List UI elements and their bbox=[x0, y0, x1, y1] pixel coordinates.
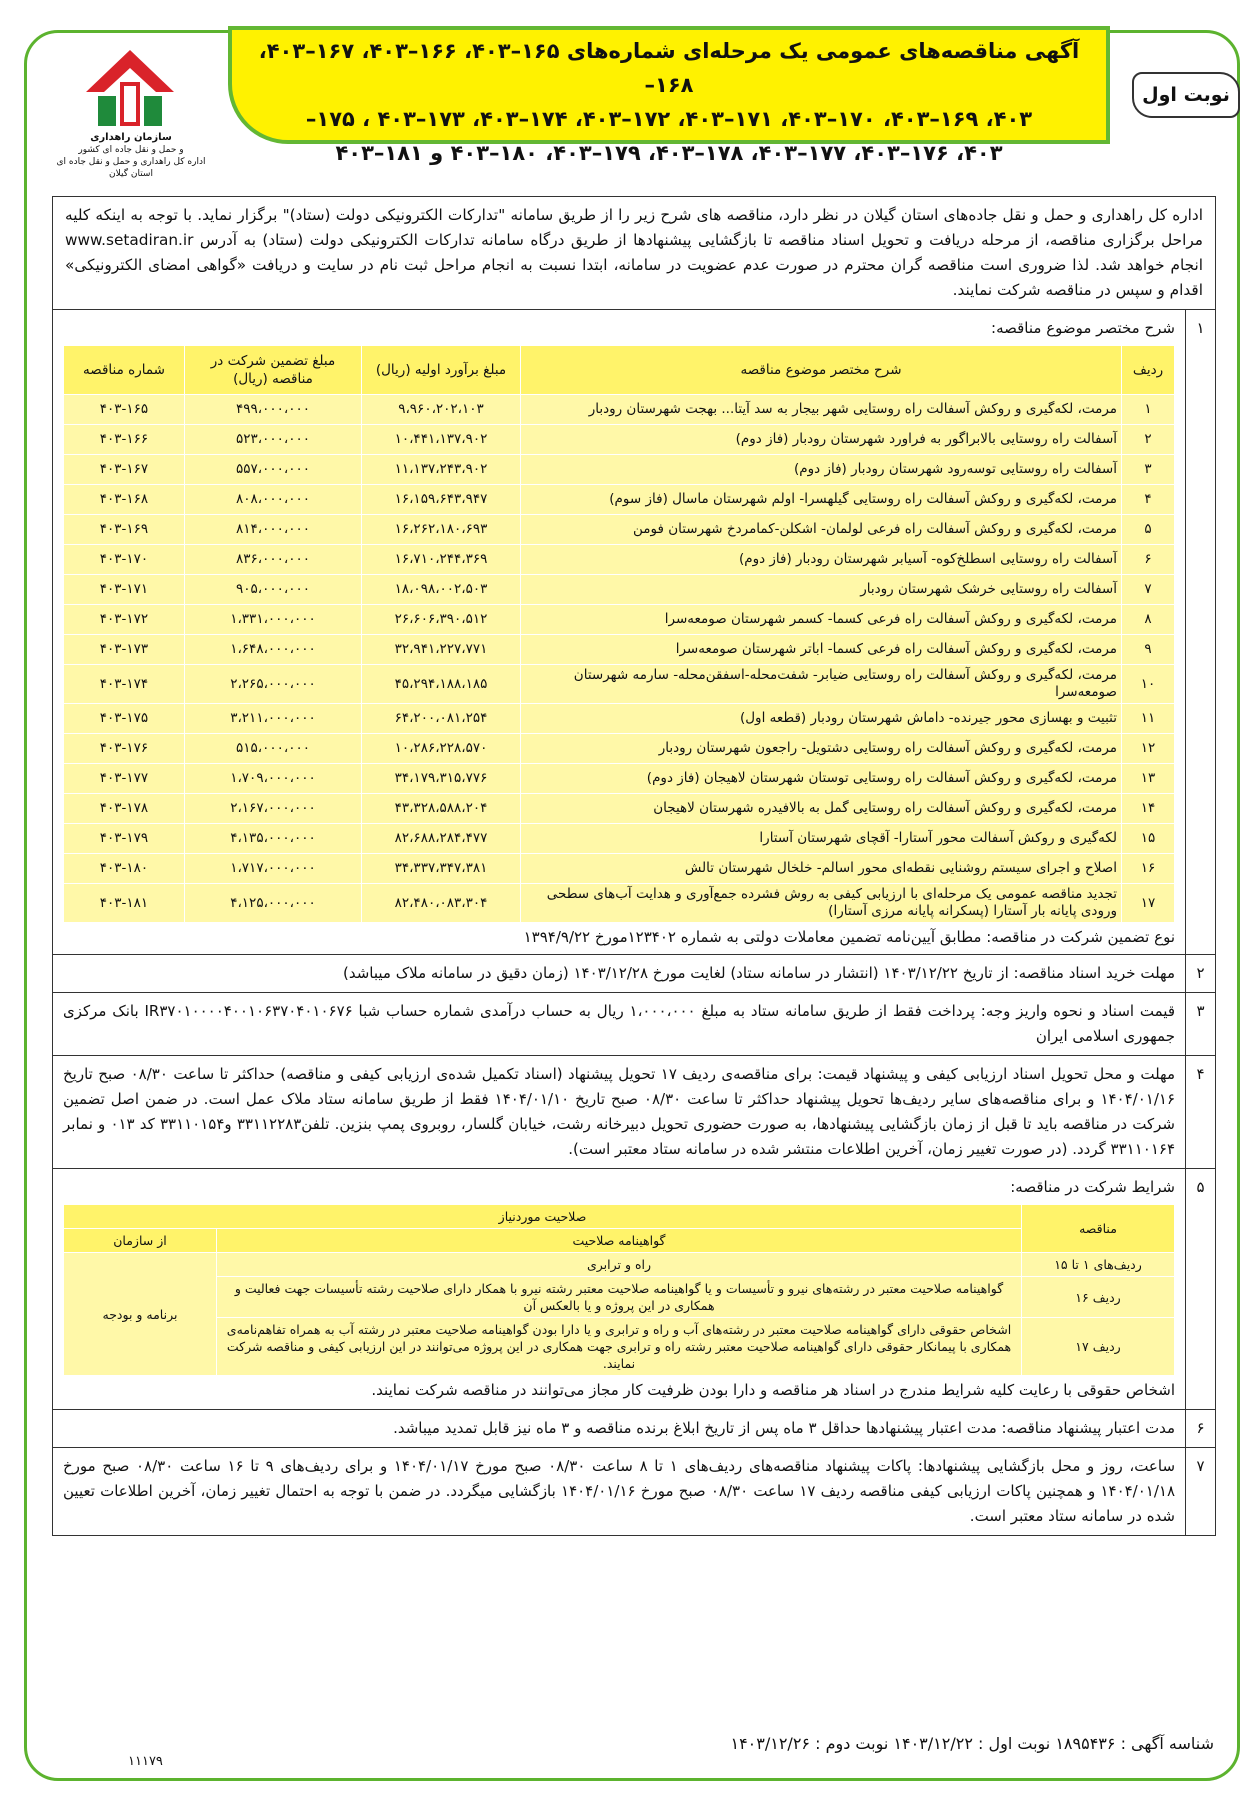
description-cell: مرمت، لکه‌گیری و روکش آسفالت راه فرعی کسما- کسمر شهرستان صومعه‌سرا bbox=[521, 605, 1122, 635]
table-row bbox=[64, 764, 1175, 794]
description-cell: مرمت، لکه‌گیری و روکش آسفالت راه روستایی توستان شهرستان لاهیجان (فاز دوم) bbox=[521, 764, 1122, 794]
row-number-cell: ۱۲ bbox=[1122, 734, 1175, 764]
estimate-cell: ۳۲،۹۴۱،۲۲۷،۷۷۱ bbox=[362, 635, 521, 665]
row-number-cell: ۲ bbox=[1122, 425, 1175, 455]
estimate-cell: ۳۴،۳۳۷،۳۴۷،۳۸۱ bbox=[362, 854, 521, 884]
section-1 bbox=[53, 310, 1215, 955]
estimate-cell: ۱۱،۱۳۷،۲۴۳،۹۰۲ bbox=[362, 455, 521, 485]
guarantee-cell: ۱،۷۰۹،۰۰۰،۰۰۰ bbox=[185, 764, 362, 794]
title-banner bbox=[228, 26, 1110, 165]
description-cell: تثبیت و بهسازی محور جیرنده- داماش شهرستان رودبار (قطعه اول) bbox=[521, 704, 1122, 734]
tender-number-cell: ۴۰۳-۱۷۳ bbox=[64, 635, 185, 665]
col-desc: شرح مختصر موضوع مناقصه bbox=[521, 346, 1122, 395]
title-line-2: ۴۰۳، ۱۶۹–۴۰۳، ۱۷۰–۴۰۳، ۱۷۱–۴۰۳، ۱۷۲–۴۰۳، ۱۷۴–۴۰۳، ۱۷۳–۴۰۳ ، ۱۷۵– bbox=[305, 107, 1033, 131]
tender-table-body bbox=[64, 395, 1175, 923]
col-tender: مناقصه bbox=[1022, 1205, 1175, 1253]
table-row bbox=[64, 824, 1175, 854]
content-box bbox=[52, 196, 1216, 1536]
section-6 bbox=[53, 1410, 1215, 1448]
estimate-cell: ۴۵،۲۹۴،۱۸۸،۱۸۵ bbox=[362, 665, 521, 704]
section-number: ۳ bbox=[1185, 993, 1215, 1055]
qualification-table bbox=[63, 1204, 1175, 1376]
org-line-1: سازمان راهداری bbox=[90, 132, 172, 143]
table-row bbox=[64, 545, 1175, 575]
org-cell: برنامه و بودجه bbox=[64, 1253, 217, 1376]
tender-number-cell: ۴۰۳-۱۷۱ bbox=[64, 575, 185, 605]
round-badge: نوبت اول bbox=[1132, 72, 1240, 118]
section-text: ساعت، روز و محل بازگشایی پیشنهادها: پاکات پیشنهاد مناقصه‌های ردیف‌های ۱ تا ۸ ساعت ۰۸/۳۰ صبح مورخ ۱۴۰۴/۰۱/۱۷ و برای ردیف‌های ۹ تا ۱۶ ساعت ۰۸/۳۰ صبح مورخ ۱۴۰۴/۰۱/۱۸ و همچنین پاکات ارزیابی کیفی مناقصه ردیف ۱۷ ساعت ۰۸/۳۰ صبح مورخ ۱۴۰۴/۰۱/۱۶ بازگشایی میگردد. در ضمن با توجه به احتمال تغییر زمان، آخرین اطلاعات تعیین شده در سامانه ستاد معتبر است. bbox=[63, 1457, 1176, 1525]
tender-number-cell: ۴۰۳-۱۷۲ bbox=[64, 605, 185, 635]
org-line-2: و حمل و نقل جاده ای کشور bbox=[78, 145, 184, 155]
section-note: اشخاص حقوقی با رعایت کلیه شرایط مندرج در اسناد هر مناقصه و دارا بودن ظرفیت کار مجاز می‌توانند در مناقصه شرکت نمایند. bbox=[371, 1381, 1175, 1399]
tender-number-cell: ۴۰۳-۱۷۸ bbox=[64, 794, 185, 824]
row-number-cell: ۹ bbox=[1122, 635, 1175, 665]
guarantee-cell: ۸۱۴،۰۰۰،۰۰۰ bbox=[185, 515, 362, 545]
table-row bbox=[64, 704, 1175, 734]
guarantee-cell: ۱،۷۱۷،۰۰۰،۰۰۰ bbox=[185, 854, 362, 884]
estimate-cell: ۳۴،۱۷۹،۳۱۵،۷۷۶ bbox=[362, 764, 521, 794]
section-number: ۵ bbox=[1185, 1169, 1215, 1409]
description-cell: آسفالت راه روستایی خرشک شهرستان رودبار bbox=[521, 575, 1122, 605]
table-row bbox=[64, 734, 1175, 764]
section-heading: شرایط شرکت در مناقصه: bbox=[1010, 1178, 1175, 1196]
description-cell: مرمت، لکه‌گیری و روکش آسفالت راه روستایی دشتویل- راجعون شهرستان رودبار bbox=[521, 734, 1122, 764]
estimate-cell: ۱۰،۴۴۱،۱۳۷،۹۰۲ bbox=[362, 425, 521, 455]
section-3 bbox=[53, 993, 1215, 1056]
table-row bbox=[64, 395, 1175, 425]
guarantee-cell: ۵۲۳،۰۰۰،۰۰۰ bbox=[185, 425, 362, 455]
estimate-cell: ۸۲،۴۸۰،۰۸۳،۳۰۴ bbox=[362, 884, 521, 923]
col-guarantee: مبلغ تضمین شرکت در مناقصه (ریال) bbox=[185, 346, 362, 395]
top-strip bbox=[0, 0, 1260, 22]
section-7 bbox=[53, 1448, 1215, 1535]
table-row bbox=[64, 1253, 1175, 1277]
table-row bbox=[64, 1277, 1175, 1318]
estimate-cell: ۱۶،۷۱۰،۲۴۴،۳۶۹ bbox=[362, 545, 521, 575]
description-cell: مرمت، لکه‌گیری و روکش آسفالت راه روستایی گیلهسرا- اولم شهرستان ماسال (فاز سوم) bbox=[521, 485, 1122, 515]
estimate-cell: ۱۶،۲۶۲،۱۸۰،۶۹۳ bbox=[362, 515, 521, 545]
row-number-cell: ۵ bbox=[1122, 515, 1175, 545]
tender-number-cell: ۴۰۳-۱۸۰ bbox=[64, 854, 185, 884]
row-number-cell: ۱۶ bbox=[1122, 854, 1175, 884]
table-row bbox=[64, 665, 1175, 704]
description-cell: مرمت، لکه‌گیری و روکش آسفالت راه روستایی گمل به بالافیدره شهرستان لاهیجان bbox=[521, 794, 1122, 824]
description-cell: اصلاح و اجرای سیستم روشنایی نقطه‌ای محور اسالم- خلخال شهرستان تالش bbox=[521, 854, 1122, 884]
table-row bbox=[64, 425, 1175, 455]
row-number-cell: ۱۷ bbox=[1122, 884, 1175, 923]
title-line-3: ۴۰۳، ۱۷۶–۴۰۳، ۱۷۷–۴۰۳، ۱۷۸–۴۰۳، ۱۷۹–۴۰۳، ۱۸۰–۴۰۳ و ۱۸۱–۴۰۳ bbox=[335, 141, 1003, 165]
section-number: ۴ bbox=[1185, 1056, 1215, 1168]
row-number-cell: ۶ bbox=[1122, 545, 1175, 575]
org-line-4: استان گیلان bbox=[109, 169, 153, 179]
tender-number-cell: ۴۰۳-۱۷۰ bbox=[64, 545, 185, 575]
description-cell: مرمت، لکه‌گیری و روکش آسفالت راه روستایی شهر بیجار به سد آیتا... بهجت شهرستان رودبار bbox=[521, 395, 1122, 425]
description-cell: مرمت، لکه‌گیری و روکش آسفالت راه فرعی لولمان- اشکلن-کمامردخ شهرستان فومن bbox=[521, 515, 1122, 545]
table-row bbox=[64, 605, 1175, 635]
row-number-cell: ۱۰ bbox=[1122, 665, 1175, 704]
section-4 bbox=[53, 1056, 1215, 1169]
section-5 bbox=[53, 1169, 1215, 1410]
title-line-1: آگهی مناقصه‌های عمومی یک مرحله‌ای شماره‌های ۱۶۵–۴۰۳، ۱۶۶–۴۰۳، ۱۶۷–۴۰۳، ۱۶۸– bbox=[258, 39, 1080, 97]
estimate-cell: ۹،۹۶۰،۲۰۲،۱۰۳ bbox=[362, 395, 521, 425]
guarantee-cell: ۲،۲۶۵،۰۰۰،۰۰۰ bbox=[185, 665, 362, 704]
ad-id-footer: شناسه آگهی : ۱۸۹۵۴۳۶ نوبت اول : ۱۴۰۳/۱۲/۲۲ نوبت دوم : ۱۴۰۳/۱۲/۲۶ bbox=[730, 1734, 1214, 1753]
section-text: مهلت خرید اسناد مناقصه: از تاریخ ۱۴۰۳/۱۲/۲۲ (انتشار در سامانه ستاد) لغایت مورخ ۱۴۰۳/۱۲/۲۸ (زمان دقیق در سامانه ملاک میباشد) bbox=[343, 964, 1175, 982]
table-header-row bbox=[64, 346, 1175, 395]
section-number: ۱ bbox=[1185, 310, 1215, 954]
col-row: ردیف bbox=[1122, 346, 1175, 395]
print-code: ۱۱۱۷۹ bbox=[128, 1754, 163, 1769]
certificate-cell: اشخاص حقوقی دارای گواهینامه صلاحیت معتبر در رشته‌های آب و راه و ترابری و یا دارا بودن گواهینامه صلاحیت معتبر در رشته آب به همراه تفاهم‌نامه‌ی همکاری با پیمانکار حقوقی دارای گواهینامه صلاحیت معتبر رشته راه و ترابری جهت همکاری در این پروژه می‌توانند در این ارزیابی کیفی و مناقصه شرکت نمایند. bbox=[217, 1318, 1022, 1376]
organization-logo-icon bbox=[82, 46, 178, 132]
col-org: از سازمان bbox=[64, 1229, 217, 1253]
col-estimate: مبلغ برآورد اولیه (ریال) bbox=[362, 346, 521, 395]
row-number-cell: ۸ bbox=[1122, 605, 1175, 635]
estimate-cell: ۱۶،۱۵۹،۶۴۳،۹۴۷ bbox=[362, 485, 521, 515]
estimate-cell: ۱۰،۲۸۶،۲۲۸،۵۷۰ bbox=[362, 734, 521, 764]
table-row bbox=[64, 515, 1175, 545]
table-row bbox=[64, 575, 1175, 605]
certificate-cell: راه و ترابری bbox=[217, 1253, 1022, 1277]
table-row bbox=[64, 854, 1175, 884]
tender-number-cell: ۴۰۳-۱۶۸ bbox=[64, 485, 185, 515]
table-row bbox=[64, 635, 1175, 665]
estimate-cell: ۲۶،۶۰۶،۳۹۰،۵۱۲ bbox=[362, 605, 521, 635]
tender-number-cell: ۴۰۳-۱۷۶ bbox=[64, 734, 185, 764]
intro-paragraph: اداره کل راهداری و حمل و نقل جاده‌های استان گیلان در نظر دارد، مناقصه های شرح زیر را از طریق سامانه "تدارکات الکترونیکی دولت (ستاد)" برگزار نماید. با توجه به اینکه کلیه مراحل برگزاری مناقصه، از مرحله دریافت و تحویل اسناد مناقصه تا بازگشایی پیشنهادها از طریق درگاه سامانه تدارکات الکترونیکی دولت (ستاد) به آدرس www.setadiran.ir انجام خواهد شد. لذا ضروری است مناقصه گران محترم در صورت عدم عضویت در سامانه، ابتدا نسبت به انجام مراحل ثبت نام در سایت و دریافت «گواهی امضای الکترونیکی» اقدام و سپس در مناقصه شرکت نمایند. bbox=[53, 197, 1215, 310]
section-number: ۲ bbox=[1185, 955, 1215, 992]
tender-number-cell: ۴۰۳-۱۷۹ bbox=[64, 824, 185, 854]
tender-cell: ردیف‌های ۱ تا ۱۵ bbox=[1022, 1253, 1175, 1277]
row-number-cell: ۱۱ bbox=[1122, 704, 1175, 734]
description-cell: تجدید مناقصه عمومی یک مرحله‌ای با ارزیابی کیفی به روش فشرده جمع‌آوری و هدایت آب‌های سطحی ورودی پایانه بار آستارا (پسکرانه پایانه مرزی آستارا) bbox=[521, 884, 1122, 923]
col-required: صلاحیت موردنیاز bbox=[64, 1205, 1022, 1229]
tender-number-cell: ۴۰۳-۱۷۷ bbox=[64, 764, 185, 794]
guarantee-cell: ۸۰۸،۰۰۰،۰۰۰ bbox=[185, 485, 362, 515]
guarantee-cell: ۴۹۹،۰۰۰،۰۰۰ bbox=[185, 395, 362, 425]
certificate-cell: گواهینامه صلاحیت معتبر در رشته‌های نیرو و تأسیسات و یا گواهینامه صلاحیت معتبر رشته نیرو با همکار دارای صلاحیت رشته تأسیسات جهت فعالیت و همکاری در این پروژه و یا بالعکس آن bbox=[217, 1277, 1022, 1318]
row-number-cell: ۱۳ bbox=[1122, 764, 1175, 794]
row-number-cell: ۱ bbox=[1122, 395, 1175, 425]
section-heading: شرح مختصر موضوع مناقصه: bbox=[991, 319, 1175, 337]
table-row bbox=[64, 455, 1175, 485]
row-number-cell: ۴ bbox=[1122, 485, 1175, 515]
guarantee-cell: ۳،۲۱۱،۰۰۰،۰۰۰ bbox=[185, 704, 362, 734]
guarantee-cell: ۹۰۵،۰۰۰،۰۰۰ bbox=[185, 575, 362, 605]
table-row bbox=[64, 1318, 1175, 1376]
guarantee-cell: ۵۱۵،۰۰۰،۰۰۰ bbox=[185, 734, 362, 764]
section-2 bbox=[53, 955, 1215, 993]
guarantee-cell: ۵۵۷،۰۰۰،۰۰۰ bbox=[185, 455, 362, 485]
description-cell: مرمت، لکه‌گیری و روکش آسفالت راه فرعی کسما- اباتر شهرستان صومعه‌سرا bbox=[521, 635, 1122, 665]
org-line-3: اداره کل راهداری و حمل و نقل جاده ای bbox=[56, 157, 206, 167]
description-cell: لکه‌گیری و روکش آسفالت محور آستارا- آقچای شهرستان آستارا bbox=[521, 824, 1122, 854]
tender-number-cell: ۴۰۳-۱۶۹ bbox=[64, 515, 185, 545]
table-row bbox=[64, 884, 1175, 923]
tender-number-cell: ۴۰۳-۱۷۴ bbox=[64, 665, 185, 704]
tender-number-cell: ۴۰۳-۱۶۵ bbox=[64, 395, 185, 425]
estimate-cell: ۸۲،۶۸۸،۲۸۴،۴۷۷ bbox=[362, 824, 521, 854]
tender-cell: ردیف ۱۷ bbox=[1022, 1318, 1175, 1376]
tender-number-cell: ۴۰۳-۱۷۵ bbox=[64, 704, 185, 734]
tender-table bbox=[63, 345, 1175, 923]
guarantee-cell: ۱،۳۳۱،۰۰۰،۰۰۰ bbox=[185, 605, 362, 635]
description-cell: آسفالت راه روستایی بالابراگور به فراورد شهرستان رودبار (فاز دوم) bbox=[521, 425, 1122, 455]
row-number-cell: ۳ bbox=[1122, 455, 1175, 485]
guarantee-cell: ۴،۱۲۵،۰۰۰،۰۰۰ bbox=[185, 884, 362, 923]
tender-number-cell: ۴۰۳-۱۶۶ bbox=[64, 425, 185, 455]
row-number-cell: ۱۴ bbox=[1122, 794, 1175, 824]
section-number: ۶ bbox=[1185, 1410, 1215, 1447]
estimate-cell: ۱۸،۰۹۸،۰۰۲،۵۰۳ bbox=[362, 575, 521, 605]
section-text: قیمت اسناد و نحوه واریز وجه: پرداخت فقط از طریق سامانه ستاد به مبلغ ۱،۰۰۰،۰۰۰ ریال به حساب درآمدی شماره حساب شبا IR۳۷۰۱۰۰۰۰۴۰۰۱۰۶۳۷۰۴۰۱۰۶۷۶ بانک مرکزی جمهوری اسلامی ایران bbox=[63, 1002, 1176, 1045]
estimate-cell: ۶۴،۲۰۰،۰۸۱،۲۵۴ bbox=[362, 704, 521, 734]
section-text: مدت اعتبار پیشنهاد مناقصه: مدت اعتبار پیشنهادها حداقل ۳ ماه پس از تاریخ ابلاغ برنده مناقصه و ۳ ماه نیز قابل تمدید میباشد. bbox=[393, 1419, 1175, 1437]
tender-number-cell: ۴۰۳-۱۸۱ bbox=[64, 884, 185, 923]
table-row bbox=[64, 485, 1175, 515]
guarantee-cell: ۱،۶۴۸،۰۰۰،۰۰۰ bbox=[185, 635, 362, 665]
guarantee-cell: ۸۳۶،۰۰۰،۰۰۰ bbox=[185, 545, 362, 575]
guarantee-cell: ۴،۱۳۵،۰۰۰،۰۰۰ bbox=[185, 824, 362, 854]
section-text: مهلت و محل تحویل اسناد ارزیابی کیفی و پیشنهاد قیمت: برای مناقصه‌ی ردیف ۱۷ تحویل پیشنهاد (اسناد تکمیل شده‌ی ارزیابی کیفی و مناقصه) حداکثر تا ساعت ۰۸/۳۰ صبح تاریخ ۱۴۰۴/۰۱/۱۶ و برای مناقصه‌های سایر ردیف‌ها تحویل پیشنهاد حداکثر تا ساعت ۰۸/۳۰ صبح تاریخ ۱۴۰۴/۰۱/۱۰ فقط از طریق سامانه ستاد ملاک عمل است. در ضمن اصل تضمین شرکت در مناقصه باید تا قبل از زمان بازگشایی پیشنهادها، به صورت حضوری تحویل دبیرخانه رشت، خیابان گلسار، روبروی پمپ بنزین. تلفن۳۳۱۱۲۲۸۳ و۳۳۱۱۰۱۵۴ کد ۰۱۳ و نمابر ۳۳۱۱۰۱۶۴ گردد. (در صورت تغییر زمان، آخرین اطلاعات منتشر شده در سامانه ستاد معتبر است). bbox=[63, 1065, 1175, 1158]
tender-number-cell: ۴۰۳-۱۶۷ bbox=[64, 455, 185, 485]
row-number-cell: ۷ bbox=[1122, 575, 1175, 605]
description-cell: آسفالت راه روستایی توسه‌رود شهرستان رودبار (فاز دوم) bbox=[521, 455, 1122, 485]
table-row bbox=[64, 794, 1175, 824]
description-cell: مرمت، لکه‌گیری و روکش آسفالت راه روستایی ضیابر- شفت‌محله-اسفقن‌محله- سارمه شهرستان صومعه‌سرا bbox=[521, 665, 1122, 704]
col-certificate: گواهینامه صلاحیت bbox=[217, 1229, 1022, 1253]
tender-cell: ردیف ۱۶ bbox=[1022, 1277, 1175, 1318]
guarantee-cell: ۲،۱۶۷،۰۰۰،۰۰۰ bbox=[185, 794, 362, 824]
row-number-cell: ۱۵ bbox=[1122, 824, 1175, 854]
guarantee-type: نوع تضمین شرکت در مناقصه: مطابق آیین‌نامه تضمین معاملات دولتی به شماره ۱۲۳۴۰۲مورخ ۱۳۹۴/۹/۲۲ bbox=[523, 928, 1175, 946]
col-number: شماره مناقصه bbox=[64, 346, 185, 395]
section-number: ۷ bbox=[1185, 1448, 1215, 1535]
estimate-cell: ۴۳،۳۲۸،۵۸۸،۲۰۴ bbox=[362, 794, 521, 824]
description-cell: آسفالت راه روستایی اسطلخ‌کوه- آسیابر شهرستان رودبار (فاز دوم) bbox=[521, 545, 1122, 575]
organization-name bbox=[46, 132, 216, 180]
